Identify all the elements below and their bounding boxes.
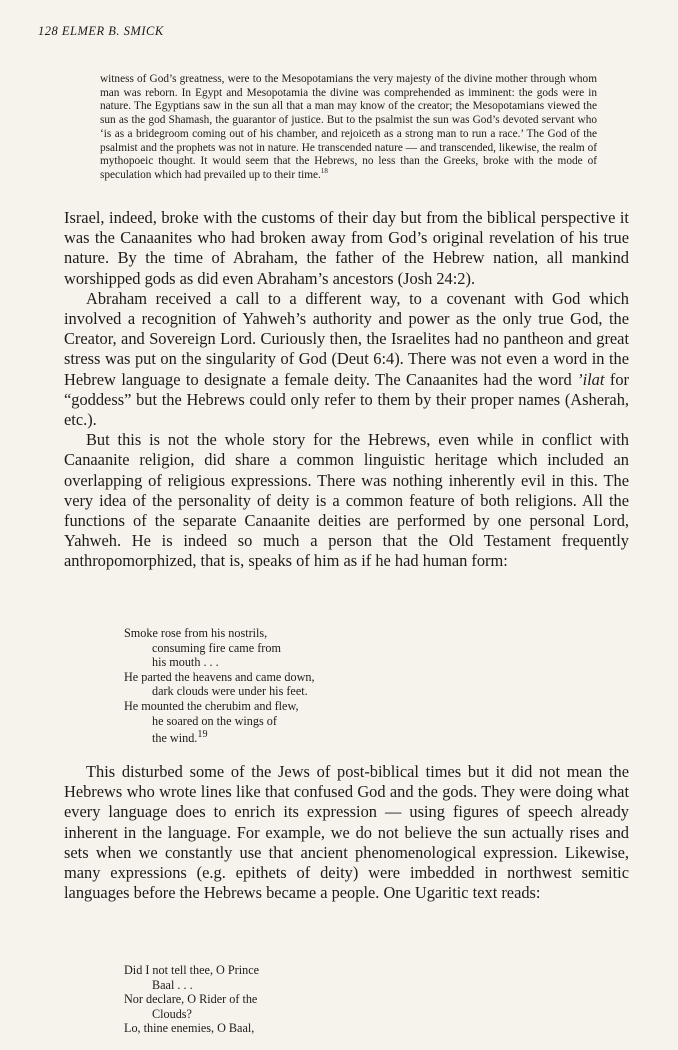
poem-line: he soared on the wings of [152,713,277,728]
poem-line: He parted the heavens and came down, [124,669,315,684]
body-text-upper [64,208,629,572]
poem-line: dark clouds were under his feet. [152,684,308,699]
poem-quotation-1 [124,626,315,746]
poem-line-text: the wind. [152,731,198,746]
poem-line: He mounted the cherubim and flew, [124,698,299,713]
poem-line-last [124,728,315,746]
paragraph-abraham [64,289,629,430]
block-quote [100,73,597,183]
poem-line: Lo, thine enemies, O Baal, [124,1021,255,1036]
footnote-ref-18: 18 [320,167,328,176]
running-head: 128 ELMER B. SMICK [38,24,164,38]
block-quote-text: witness of God’s greatness, were to the Mesopotamians the very majesty of the divine mother through whom man was reborn. In Egypt and Mesopotamia the divine was comprehended as imminent: the gods were in nature. The Egyptians saw in the sun all that a man may know of the creator; the Mesopotamians viewed the sun as the god Shamash, the guarantor of justice. But to the psalmist the sun was God’s devoted servant who ‘is as a bridegroom coming out of his chamber, and rejoiceth as a strong man to run a race.’ The God of the psalmist and the prophets was not in nature. He transcended nature — and transcended, likewise, the realm of mythopoeic thought. It would seem that the Hebrews, no less than the Greeks, broke with the mode of speculation which had prevailed up to their time. [100,73,597,181]
paragraph-israel: Israel, indeed, broke with the customs of their day but from the biblical perspective it was the Canaanites who had broken away from God’s original revelation of his true nature. By the time of Abraham, the father of the Hebrew nation, all mankind worshipped gods as did even Abraham’s ancestors (Josh 24:2). [64,208,629,288]
poem-line: Clouds? [152,1006,192,1021]
poem-quotation-2 [124,963,259,1036]
paragraph-post-biblical: This disturbed some of the Jews of post-biblical times but it did not mean the Hebrews who wrote lines like that confused God and the gods. They were doing what every language does to enrich its expression — using figures of speech already inherent in the language. For example, we do not believe the sun actually rises and sets when we constantly use that ancient phenomenological expression. Likewise, many expressions (e.g. epithets of deity) were imbedded in northwest semitic languages before the Hebrews became a people. One Ugaritic text reads: [64,762,629,903]
term-ilat: ’ilat [577,369,605,389]
footnote-ref-19: 19 [197,729,208,741]
poem-line: Nor declare, O Rider of the [124,992,258,1007]
paragraph-abraham-before: Abraham received a call to a different way, to a covenant with God which involved a recognition of Yahweh’s authority and power as the only true God, the Creator, and Sovereign Lord. Curiously then, the Israelites had no pantheon and great stress was put on the singularity of God (Deut 6:4). There was not even a word in the Hebrew language to designate a female deity. The Canaanites had the word [64,288,629,389]
poem-line: Did I not tell thee, O Prince [124,963,260,977]
poem-line: Baal . . . [152,977,193,992]
poem-line: Smoke rose from his nostrils, [124,626,268,640]
paragraph-linguistic-heritage: But this is not the whole story for the Hebrews, even while in conflict with Canaanite religion, did share a common linguistic heritage which included an overlapping of religious expressions. There was nothing inherently evil in this. The very idea of the personality of deity is a common feature of both religions. All the functions of the separate Canaanite deities are performed by one personal Lord, Yahweh. He is indeed so much a person that the Old Testament frequently anthropomorphized, that is, speaks of him as if he had human form: [64,430,629,571]
poem-line: his mouth . . . [152,655,219,670]
body-text-lower [64,762,629,903]
poem-line: consuming fire came from [152,640,281,655]
paragraph-abraham-after: for “goddess” but the Hebrews could only refer to them by their proper names (Asherah, etc.). [64,369,629,430]
